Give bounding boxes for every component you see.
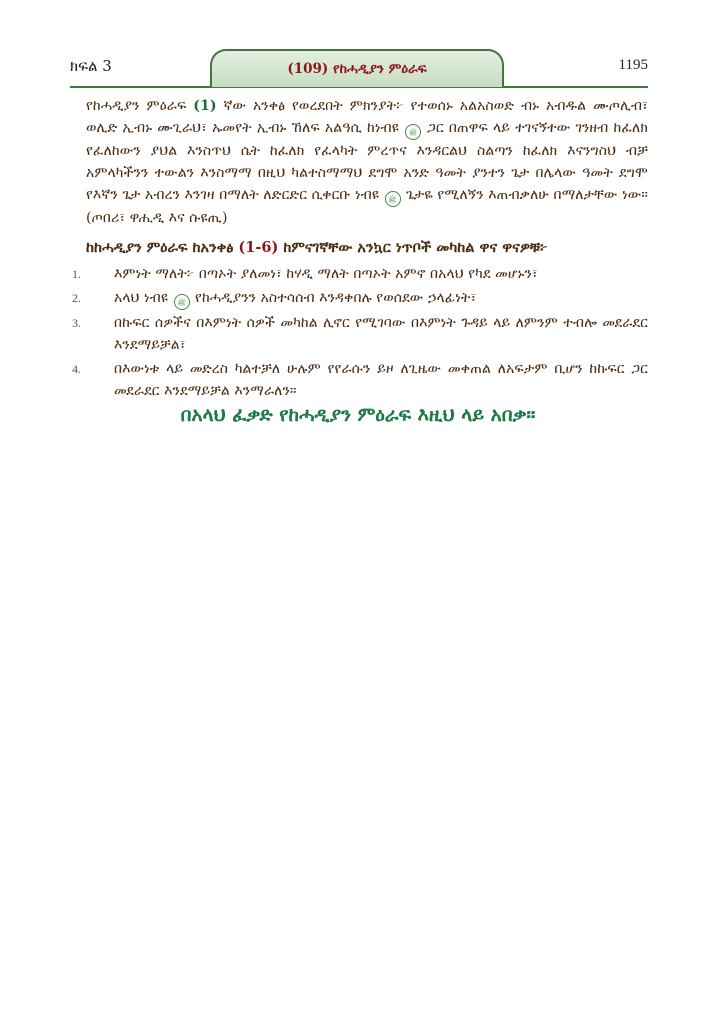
heading-text: ከከሓዲያን ምዕራፍ ከአንቀፅ bbox=[86, 239, 239, 256]
list-item-text: እምነት ማለት፦ በጣኦት ያለመነ፣ ከሃዲ ማለት በጣኦት አምኖ በአላህ የካደ መሆኑን፣ bbox=[114, 266, 538, 282]
heading-text: ከምናገኛቸው አንኳር ነጥቦች መካከል ዋና ዋናዎቹ፦ bbox=[278, 239, 548, 256]
list-item bbox=[72, 312, 648, 356]
intro-text: ኛው አንቀፅ የወረደበት ምክንያት፦ የተወሰኑ አልአስወድ ብኑ አብዱል ሙጦሊብ፣ ወሊድ ኢብኑ ሙጊራህ፣ ኡመየት ኢብኑ ኸለፍ አልዓሲ ከነብዩ bbox=[86, 98, 648, 136]
chapter-title: (109) የከሓዲያን ምዕራፍ bbox=[287, 61, 427, 77]
verse-range: (1-6) bbox=[238, 239, 279, 256]
list-item-text: የከሓዲያንን አስተሳሰብ እንዳቀበሉ የወሰደው ኃላፊነት፣ bbox=[190, 290, 477, 306]
list-item-text: በእውነቱ ላይ መድረስ ካልተቻለ ሁሉም የየራሱን ይዞ ለጊዜው መቀጠል ለአፍታም ቢሆን ከኩፍር ጋር መደራደር እንደማይቻል እንማራለን። bbox=[114, 361, 648, 399]
list-marker: 2. bbox=[72, 291, 81, 305]
page-body bbox=[72, 95, 648, 404]
list-item bbox=[72, 263, 648, 285]
list-item-text: አላህ ነብዩ bbox=[114, 290, 173, 306]
list-marker: 3. bbox=[72, 316, 81, 330]
page-number: 1195 bbox=[618, 57, 648, 73]
list-marker: 4. bbox=[72, 362, 81, 376]
list-marker: 1. bbox=[72, 267, 81, 281]
list-item-text: በኩፍር ሰዎችና በእምነት ሰዎች መካከል ሊኖር የሚገባው በእምነት ጉዳይ ላይ ለምንም ተብሎ መደራደር እንደማይቻል፣ bbox=[114, 315, 648, 353]
pbuh-icon: ﷺ bbox=[174, 294, 190, 310]
lessons-heading bbox=[86, 237, 648, 259]
intro-text: የከሓዲያን ምዕራፍ bbox=[86, 98, 194, 114]
list-item bbox=[72, 358, 648, 402]
section-label: ክፍል 3 bbox=[70, 57, 112, 75]
pbuh-icon: ﷺ bbox=[385, 191, 401, 207]
revelation-reason-paragraph bbox=[86, 95, 648, 229]
lessons-list bbox=[72, 263, 648, 402]
pbuh-icon: ﷺ bbox=[405, 124, 421, 140]
intro-text: ጋር በጠዋፍ ላይ ተገናኝተው ገንዘብ ከፈለክ የፈለከውን ያህል እንስጥህ ሴት ከፈለክ የፈላካት ምረጥና እንዳርልህ ስልጣን ከፈለክ እናንግስህ ብቻ አምላካችንን ተውልን እንስማማ በዚህ ካልተስማማህ ደግሞ አንድ ዓመት ያንተን ጌታ በሌላው ዓመት ደግሞ የእኛን ጌታ አብረን እንገዛ በማለት ለድርድር ሲቀርቡ ነብዩ bbox=[86, 120, 648, 203]
list-item bbox=[72, 287, 648, 310]
intro-text: ጌታዬ የሚለኝን እጠብቃለሁ በማለታቸው ነው። (ጦበሪ፣ ዋሒዲ እና ሱዩጢ) bbox=[86, 187, 648, 226]
verse-number: (1) bbox=[193, 98, 217, 114]
closing-statement: በአላህ ፈቃድ የከሓዲያን ምዕራፍ እዚህ ላይ አበቃ። bbox=[180, 404, 536, 426]
chapter-title-tab bbox=[210, 49, 504, 87]
page-header bbox=[70, 49, 648, 89]
